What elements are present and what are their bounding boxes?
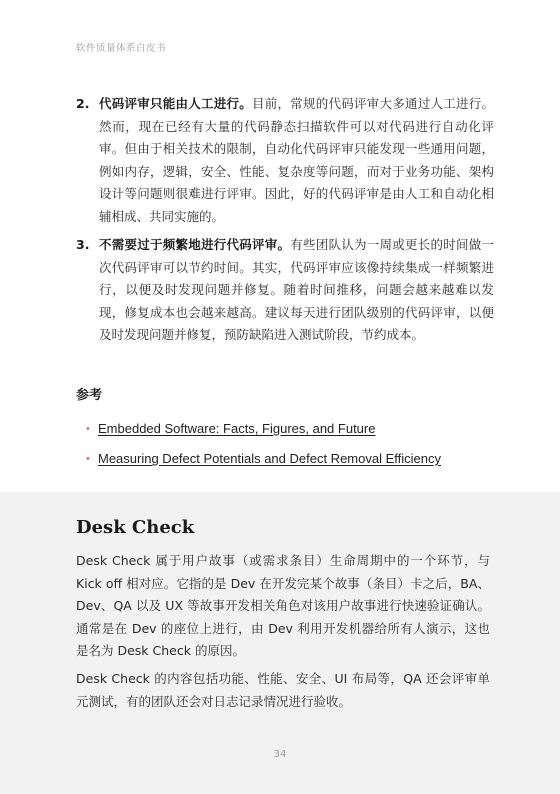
reference-link-embedded-software[interactable]: Embedded Software: Facts, Figures, and Future — [98, 421, 376, 436]
list-item — [76, 234, 494, 347]
references-heading: 参考 — [76, 388, 103, 403]
bullet-icon: • — [86, 453, 90, 465]
reference-item — [86, 414, 441, 444]
item-lead: 代码评审只能由人工进行。 — [99, 96, 252, 111]
section-title: Desk Check — [76, 517, 195, 538]
item-lead: 不需要过于频繁地进行代码评审。 — [99, 237, 291, 252]
reference-item — [86, 444, 441, 474]
list-item — [76, 93, 494, 228]
paragraph: Desk Check 的内容包括功能、性能、安全、UI 布局等，QA 还会评审单元测试，有的团队还会对日志记录情况进行验收。 — [76, 671, 490, 709]
misconception-list — [76, 93, 494, 353]
page-number: 34 — [273, 749, 287, 760]
reference-list — [86, 414, 441, 474]
bullet-icon: • — [86, 423, 90, 435]
paragraph: Desk Check 属于用户故事（或需求条目）生命周期中的一个环节，与 Kick off 相对应。它指的是 Dev 在开发完某个故事（条目）卡之后，BA、Dev、QA 以及 UX 等故事开发相关角色对该用户故事进行快速验证确认。通常是在 Dev 的座位上进行，由 Dev 利用开发机器给所有人演示，这也是名为 Desk Check 的原因。 — [76, 553, 490, 658]
running-header: 软件质量体系白皮书 — [76, 43, 167, 54]
item-number: 3. — [76, 237, 90, 252]
item-text: 目前，常规的代码评审大多通过人工进行。然而，现在已经有大量的代码静态扫描软件可以对代码进行自动化评审。但由于相关技术的限制，自动化代码评审只能发现一些通用问题，例如内存，逻辑，安全、性能、复杂度等问题，而对于业务功能、架构设计等问题则很难进行评审。因此，好的代码评审是由人工和自动化相辅相成、共同实施的。 — [99, 96, 494, 224]
item-number: 2. — [76, 96, 90, 111]
reference-link-defect-potentials[interactable]: Measuring Defect Potentials and Defect Removal Efficiency — [98, 451, 441, 466]
item-text: 有些团队认为一周或更长的时间做一次代码评审可以节约时间。其实，代码评审应该像持续集成一样频繁进行，以便及时发现问题并修复。随着时间推移，问题会越来越难以发现，修复成本也会越来越高。建议每天进行团队级别的代码评审，以便及时发现问题并修复，预防缺陷进入测试阶段，节约成本。 — [99, 237, 494, 342]
